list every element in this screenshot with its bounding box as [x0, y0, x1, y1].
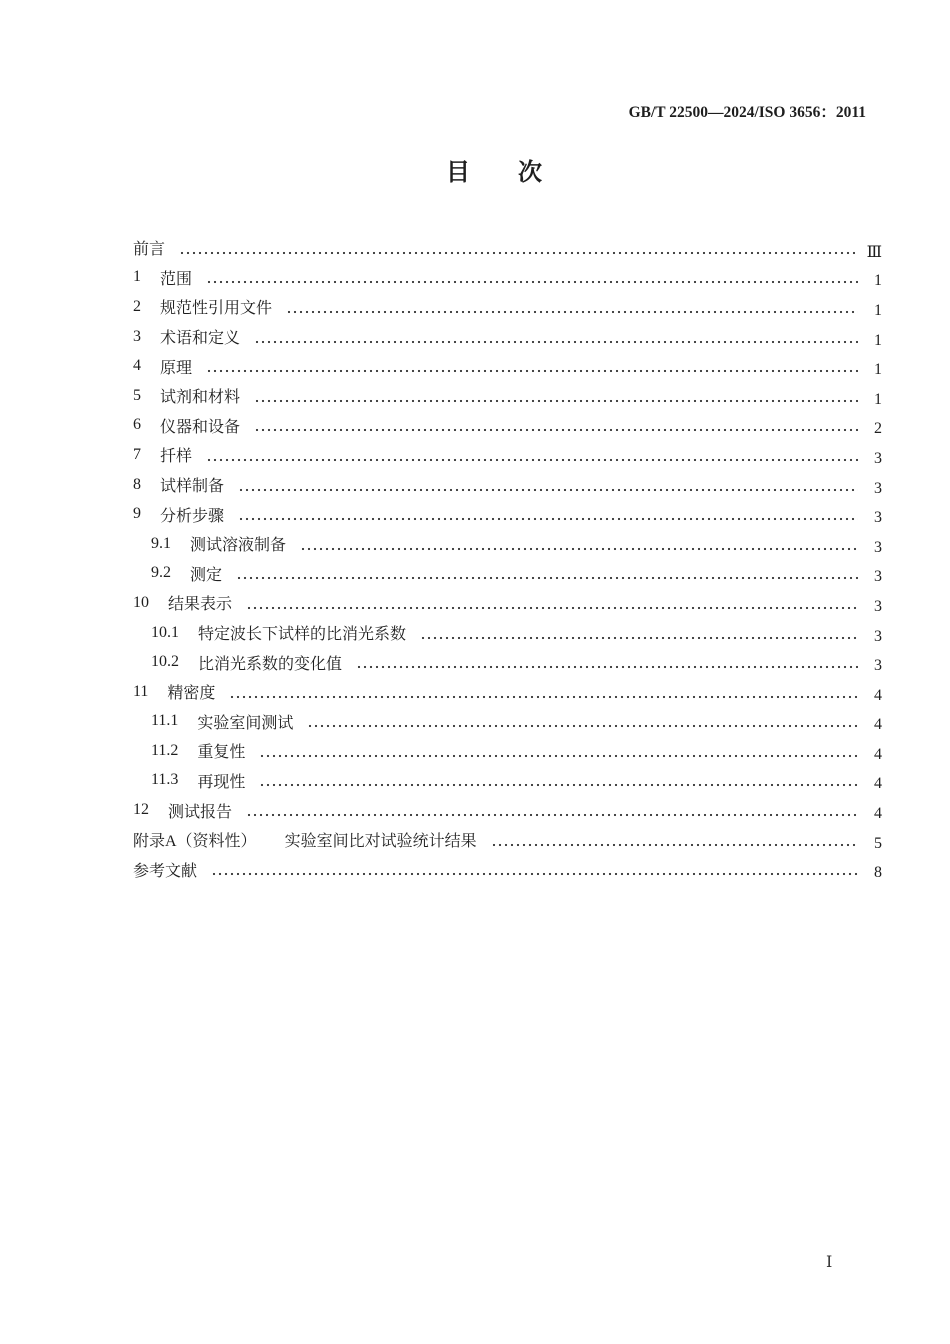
toc-subentry: [133, 618, 882, 648]
toc-entry-number: 11.2: [151, 741, 179, 759]
toc-entry-number: 10.1: [151, 623, 179, 641]
toc-leader-dots: [307, 724, 858, 728]
toc-entry-bibliography: [133, 854, 882, 884]
toc-entry-number: 7: [133, 445, 141, 463]
toc-entry-number: 10: [133, 593, 149, 611]
toc-entry: [133, 411, 882, 441]
toc-leader-dots: [286, 310, 858, 314]
toc-entry: [133, 470, 882, 500]
toc-leader-dots: [259, 754, 858, 758]
toc-entry-title: 试剂和材料: [160, 389, 241, 407]
toc-entry-number: 11.3: [151, 771, 179, 789]
toc-entry-page: 3: [874, 597, 882, 615]
toc-entry-number: 2: [133, 297, 141, 315]
toc-entry-title: 结果表示: [168, 596, 233, 614]
toc-entry-title: 参考文献: [133, 862, 198, 880]
toc-entry-number: 9.2: [151, 564, 171, 582]
toc-entry-title: 分析步骤: [160, 507, 225, 525]
toc-entry-page: 3: [874, 449, 882, 467]
toc-entry-title: 精密度: [167, 685, 216, 703]
toc-leader-dots: [254, 340, 858, 344]
toc-entry-page: 3: [874, 627, 882, 645]
toc-subentry: [133, 707, 882, 737]
toc-entry-title: 原理: [160, 359, 193, 377]
toc-entry-title: 扦样: [160, 448, 193, 466]
toc-entry-title: 特定波长下试样的比消光系数: [198, 626, 407, 644]
toc-entry-page: 1: [874, 331, 882, 349]
toc-entry-title: 测定: [190, 566, 223, 584]
table-of-contents: [133, 233, 882, 884]
toc-subentry: [133, 559, 882, 589]
toc-entry-number: 6: [133, 416, 141, 434]
toc-entry-page: 3: [874, 538, 882, 556]
toc-leader-dots: [238, 488, 858, 492]
toc-entry: [133, 381, 882, 411]
toc-entry-page: 4: [874, 716, 882, 734]
toc-entry-page: 1: [874, 301, 882, 319]
toc-entry-page: 3: [874, 479, 882, 497]
toc-entry-number: 12: [133, 801, 149, 819]
toc-leader-dots: [179, 251, 855, 255]
toc-leader-dots: [420, 636, 858, 640]
toc-leader-dots: [206, 280, 858, 284]
toc-entry-page: 1: [874, 272, 882, 290]
toc-entry-page: 3: [874, 509, 882, 527]
toc-entry-page: 4: [874, 745, 882, 763]
standard-code-header: GB/T 22500—2024/ISO 3656：2011: [628, 104, 866, 121]
toc-leader-dots: [229, 695, 858, 699]
toc-entry: [133, 263, 882, 293]
toc-subentry: [133, 766, 882, 796]
toc-entry-number: 11.1: [151, 712, 179, 730]
toc-entry-number: 5: [133, 386, 141, 404]
toc-entry-number: 1: [133, 268, 141, 286]
toc-leader-dots: [211, 872, 858, 876]
toc-leader-dots: [254, 428, 858, 432]
toc-leader-dots: [206, 369, 858, 373]
toc-entry: [133, 440, 882, 470]
page-title: 目 次: [446, 158, 542, 186]
toc-subentry: [133, 736, 882, 766]
toc-entry-title: 实验室间测试: [197, 714, 294, 732]
toc-entry: [133, 588, 882, 618]
toc-entry: [133, 677, 882, 707]
toc-entry: [133, 795, 882, 825]
toc-entry-number: 3: [133, 327, 141, 345]
toc-subentry: [133, 647, 882, 677]
toc-entry-appendix: [133, 825, 882, 855]
toc-entry: [133, 292, 882, 322]
toc-leader-dots: [356, 665, 858, 669]
toc-entry-foreword: [133, 233, 882, 263]
toc-entry-title: 比消光系数的变化值: [198, 655, 343, 673]
toc-entry-title: 重复性: [197, 744, 246, 762]
toc-entry-page: 4: [874, 805, 882, 823]
toc-entry-number: 9.1: [151, 534, 171, 552]
toc-leader-dots: [254, 399, 858, 403]
toc-entry-number: 9: [133, 505, 141, 523]
toc-entry-number: 4: [133, 357, 141, 375]
toc-entry-number: 10.2: [151, 653, 179, 671]
toc-entry-number: 8: [133, 475, 141, 493]
toc-leader-dots: [259, 783, 858, 787]
toc-entry-page: 3: [874, 657, 882, 675]
toc-leader-dots: [206, 458, 858, 462]
toc-leader-dots: [238, 517, 858, 521]
toc-entry-page: 3: [874, 568, 882, 586]
toc-entry-page: 1: [874, 361, 882, 379]
toc-entry: [133, 351, 882, 381]
toc-entry-page: 4: [874, 686, 882, 704]
toc-entry-page: 2: [874, 420, 882, 438]
toc-entry: [133, 499, 882, 529]
toc-entry: [133, 322, 882, 352]
toc-entry-number: 11: [133, 682, 149, 700]
toc-entry-title: 试样制备: [160, 478, 225, 496]
footer-page-number: Ⅰ: [826, 1254, 833, 1271]
toc-entry-title: 术语和定义: [160, 330, 241, 348]
toc-entry-title: 再现性: [197, 773, 246, 791]
toc-entry-page: 8: [874, 864, 882, 882]
toc-appendix-label: 附录A（资料性）: [133, 833, 257, 851]
toc-entry-page: 1: [874, 390, 882, 408]
toc-entry-title: 仪器和设备: [160, 418, 241, 436]
toc-entry-title: 实验室间比对试验统计结果: [284, 833, 477, 851]
toc-leader-dots: [246, 813, 858, 817]
toc-leader-dots: [491, 843, 858, 847]
toc-leader-dots: [246, 606, 858, 610]
toc-entry-title: 范围: [160, 270, 193, 288]
toc-entry-title: 测试报告: [168, 803, 233, 821]
toc-entry-title: 前言: [133, 241, 166, 259]
toc-leader-dots: [236, 576, 858, 580]
toc-entry-page: 5: [874, 834, 882, 852]
toc-entry-page: 4: [874, 775, 882, 793]
toc-entry-title: 规范性引用文件: [160, 300, 273, 318]
toc-entry-page: Ⅲ: [866, 243, 882, 261]
toc-leader-dots: [300, 547, 858, 551]
toc-subentry: [133, 529, 882, 559]
toc-entry-title: 测试溶液制备: [190, 537, 287, 555]
